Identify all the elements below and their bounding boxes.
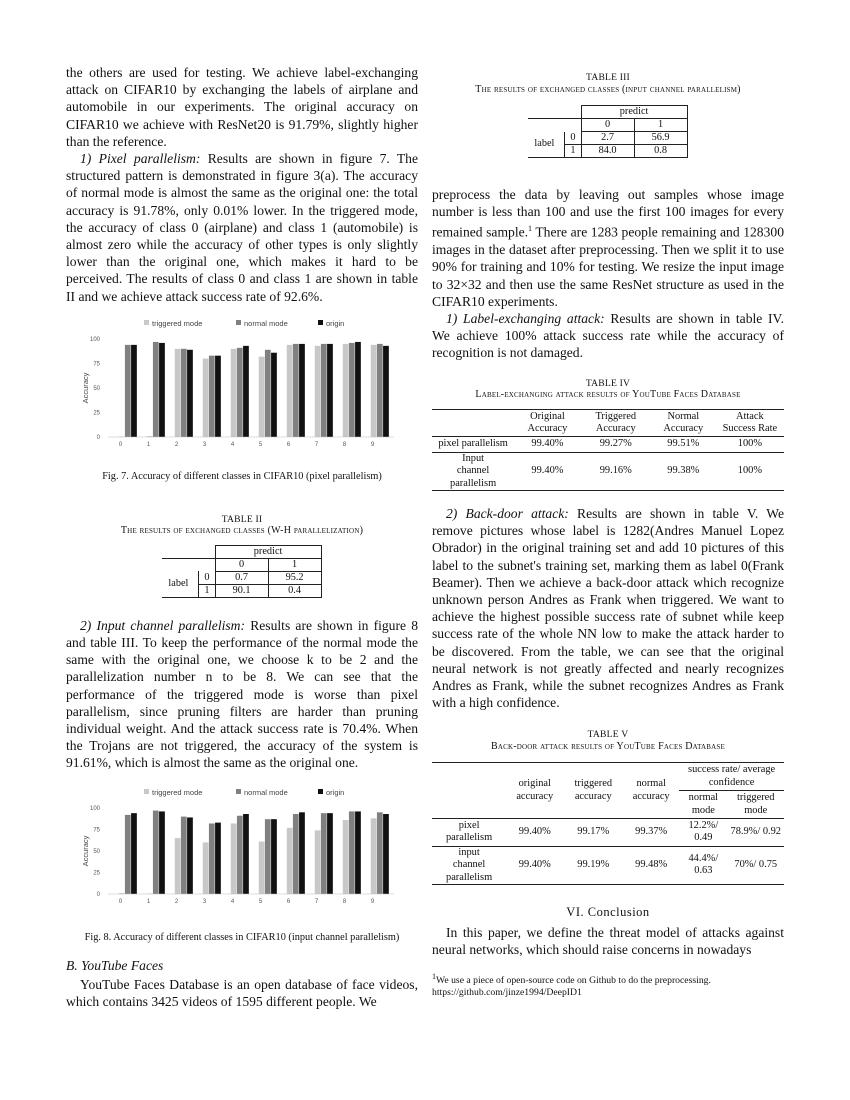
cell: 100% [737,438,762,450]
table-2 [162,545,321,598]
predict-header: predict [215,545,321,558]
section-heading: VI. Conclusion [566,905,650,920]
x-tick-label: 2 [174,441,179,448]
cell: 99.27% [599,438,632,450]
footnote-ref: 1 [528,224,533,234]
cell: 99.17% [577,826,610,838]
y-tick-label: 75 [93,827,100,834]
table-2-title: TABLE II [221,513,263,525]
figure-8-chart [66,786,418,914]
bar [321,344,327,437]
cell: 99.48% [635,859,668,871]
paragraph: In this paper, we define the threat model of attacks against neural networks, which should raise concerns in nowadays [432,925,784,958]
bar [293,344,299,437]
paragraph: the others are used for testing. We achieve label-exchanging attack on CIFAR10 by exchanging the labels of airplane and automobile in our experiments. The original accuracy on CIFAR10 we achieve with ResNet20 is 91.79%, slightly higher than the reference. [66,65,418,149]
cell: 70%/ 0.75 [734,859,778,871]
table-5 [432,762,784,885]
bar [231,349,237,437]
bar [371,345,377,437]
section-heading: B. YouTube Faces [66,957,164,973]
bar [299,812,305,894]
legend-swatch [144,789,149,794]
legend-label: triggered mode [152,787,203,797]
predict-header: predict [581,106,687,119]
paragraph-pixel-parallelism: 1) Pixel parallelism: Results are shown in figure 7. The structured pattern is demonstrated in figure 3(a). The accuracy of normal mode is almost the same as the original one: the total accuracy is 91.78%, only 0.01% lower. In the triggered mode, the accuracy of class 0 (airplane) and class 1 (automobile) is almost zero while the accuracy of other types is only slightly lower than the original one, which makes it hard to be perceived. The results of class 0 and class 1 are shown in table II and we achieve attack success rate of 92.6%. [66,151,418,304]
col-header: triggered accuracy [563,763,623,819]
col-header-group: success rate/ average confidence [679,763,784,791]
cell: 99.40% [518,826,551,838]
left-column [66,64,418,1010]
table-4-title: TABLE IV [585,377,631,389]
row-header: Input channel parallelism [450,452,497,489]
table-2-subtitle: The results of exchanged classes (W-H parallelization) [120,525,364,537]
cell: 0.8 [634,145,687,158]
bar [231,823,237,894]
col-1: 1 [634,119,687,132]
bar [181,816,187,893]
cell: 99.16% [599,465,632,477]
col-0: 0 [215,558,268,571]
cell: 99.40% [531,438,564,450]
figure-7-chart [66,317,418,457]
cell: 100% [737,465,762,477]
col-header: Original Accuracy [527,410,568,434]
footnote: $^1$We use a piece of open-source code on Github to do the preprocessing. https://github.com/jinze1994/DeepID1 [432,971,711,998]
cell: 99.51% [667,438,700,450]
bar [377,344,383,437]
bar [377,812,383,894]
y-tick-label: 25 [93,870,100,877]
bar [215,822,221,893]
legend-label: origin [326,787,345,797]
bar [131,813,137,894]
bar [125,815,131,894]
col-header: Attack Success Rate [722,410,778,434]
bar [383,346,389,437]
bar [265,819,271,894]
paragraph-label: 2) Input channel parallelism: [80,617,246,633]
col-header: Triggered Accuracy [595,410,637,434]
cell: 99.38% [667,465,700,477]
bar [153,342,159,437]
x-tick-label: 6 [286,441,291,448]
cell: 0.7 [215,571,268,584]
cell: 99.40% [518,859,551,871]
bar [265,350,271,437]
col-subheader: triggered mode [736,792,775,816]
bar [215,356,221,437]
bar [181,349,187,437]
cell: 12.2%/ 0.49 [688,820,719,844]
label-header: label [162,571,199,597]
figure-8-caption: Fig. 8. Accuracy of different classes in CIFAR10 (input channel parallelism) [84,931,400,943]
cell: 0.4 [268,584,321,597]
bar [355,811,361,894]
bar [371,818,377,894]
legend-label: normal mode [244,787,288,797]
col-header: original accuracy [506,763,563,819]
bar [293,814,299,894]
x-tick-label: 8 [342,898,347,905]
bar [271,819,277,894]
y-axis-label: Accuracy [81,835,90,867]
legend-swatch [236,320,241,325]
x-tick-label: 9 [370,898,375,905]
x-tick-label: 7 [314,441,319,448]
paragraph-label: 1) Label-exchanging attack: [446,310,605,326]
bar [243,814,249,894]
bar [271,353,277,437]
bar [383,814,389,894]
cell: 84.0 [581,145,634,158]
bar [203,358,209,436]
paragraph-label: 1) Pixel parallelism: [80,151,201,167]
x-tick-label: 0 [118,441,123,448]
x-tick-label: 6 [286,898,291,905]
legend-label: normal mode [244,318,288,328]
bar [175,838,181,894]
row-label: 1 [565,145,581,158]
bar [203,842,209,894]
x-tick-label: 1 [146,441,151,448]
col-1: 1 [268,558,321,571]
legend-swatch [318,789,323,794]
bar [315,346,321,437]
bar [131,345,137,437]
footnote-mark: 1 [432,971,436,981]
bar [327,344,333,437]
bar [343,344,349,437]
bar [259,356,265,436]
bar [355,342,361,437]
bar [287,827,293,893]
label-header: label [528,132,565,158]
x-tick-label: 3 [202,441,207,448]
bar [153,810,159,893]
y-tick-label: 50 [93,848,100,855]
table-5-subtitle: Back-door attack results of YouTube Faces Database [491,740,725,752]
y-axis-label: Accuracy [81,372,90,404]
table-4 [432,409,784,491]
x-tick-label: 4 [230,441,235,448]
cell: 78.9%/ 0.92 [730,826,782,838]
figure-7-caption: Fig. 7. Accuracy of different classes in CIFAR10 (pixel parallelism) [102,470,382,482]
y-tick-label: 100 [89,805,100,812]
row-label: 0 [199,571,215,584]
row-label: 0 [565,132,581,145]
bar [237,348,243,437]
bar [159,811,165,894]
paragraph: preprocess the data by leaving out samples whose image number is less than 100 and use the first 100 images for every remained sample.$^1$ There are 1283 people remaining and 128300 images in the dataset after preprocessing. Then we split it to use 90% for training and 10% for testing. We resize the input image to 32×32 and then use the same ResNet structure as used in the CIFAR10 experiments. [432,187,784,309]
bar [187,817,193,894]
bar [209,823,215,894]
paragraph: YouTube Faces Database is an open database of face videos, which contains 3425 videos of 1595 different people. We [66,976,418,1009]
row-header: input channel parallelism [446,846,493,883]
row-label: 1 [199,584,215,597]
y-tick-label: 0 [96,434,100,441]
cell: 99.40% [531,465,564,477]
legend-label: origin [326,318,345,328]
right-column [432,64,784,999]
x-tick-label: 7 [314,898,319,905]
bar [125,345,131,437]
bar [315,830,321,894]
bar [327,813,333,894]
bar [259,841,265,893]
paragraph-input-channel: 2) Input channel parallelism: Results are shown in figure 8 and table III. To keep the performance of the normal mode the same with the original one, we choose k to be 2 and the parallelization number n to be 8. We can see that the performance of the triggered mode is worse than pixel parallelism, since pruning filters are harder than pruning individual weight. And the attack success rate is 70.4%. When the Trojans are not triggered, the accuracy of the system is 91.61%, which is almost the same as the original one. [66,617,419,771]
paragraph-label-exchanging: 1) Label-exchanging attack: Results are shown in table IV. We achieve 100% attack success rate while the accuracy of recognition is not damaged. [432,310,784,361]
legend-swatch [318,320,323,325]
x-tick-label: 8 [342,441,347,448]
bar [243,346,249,437]
paragraph-label: 2) Back-door attack: [446,506,569,521]
x-tick-label: 5 [258,441,263,448]
cell: 44.4%/ 0.63 [688,853,719,877]
row-header: pixel parallelism [445,820,493,844]
bar [343,820,349,894]
bar [159,343,165,437]
bar [175,349,181,437]
col-0: 0 [581,119,634,132]
bar [321,813,327,894]
cell: 95.2 [268,571,321,584]
cell: 2.7 [581,132,634,145]
bar [209,356,215,437]
col-subheader: normal mode [688,792,719,816]
x-tick-label: 5 [258,898,263,905]
bar [299,344,305,437]
legend-label: triggered mode [152,318,203,328]
x-tick-label: 2 [174,898,179,905]
x-tick-label: 3 [202,898,207,905]
y-tick-label: 75 [93,361,100,368]
legend-swatch [236,789,241,794]
x-tick-label: 0 [118,898,123,905]
cell: 99.19% [577,859,610,871]
x-tick-label: 9 [370,441,375,448]
table-5-title: TABLE V [587,729,629,741]
cell: 90.1 [215,584,268,597]
x-tick-label: 4 [230,898,235,905]
cell: 56.9 [634,132,687,145]
table-4-subtitle: Label-exchanging attack results of YouTube Faces Database [475,389,741,401]
row-header: pixel parallelism [438,438,508,450]
y-tick-label: 25 [93,410,100,417]
bar [349,811,355,894]
col-header: Normal Accuracy [663,410,704,434]
table-3-subtitle: The results of exchanged classes (input channel parallelism) [475,83,741,95]
table-3-title: TABLE III [586,72,630,83]
table-3 [528,105,687,158]
bar [187,350,193,437]
bar [287,345,293,437]
y-tick-label: 0 [96,891,100,898]
y-tick-label: 100 [89,336,100,343]
col-header: normal accuracy [623,763,679,819]
cell: 99.37% [635,826,668,838]
legend-swatch [144,320,149,325]
x-tick-label: 1 [146,898,151,905]
bar [237,815,243,893]
bar [349,343,355,437]
y-tick-label: 50 [93,385,100,392]
paragraph-back-door: 2) Back-door attack: Results are shown in table V. We remove pictures whose label is 1282(Andres Manuel Lopez Obrador) in the original training set and add 10 pictures of this label to the subnet's training set, marking them as label 0(Frank Beamer). Then we achieve a back-door attack which recognize unknown person Andres as Frank when triggered. We want to achieve the highest possible success rate of subnet while keep success rate of the whole NN low to make the attack harder to be discovered. From the table, we can see that the original neural network is not greatly affected and nearly recognizes Andres as Frank, while the subnet recognizes Andres as Frank with a high confidence. [432,506,784,711]
